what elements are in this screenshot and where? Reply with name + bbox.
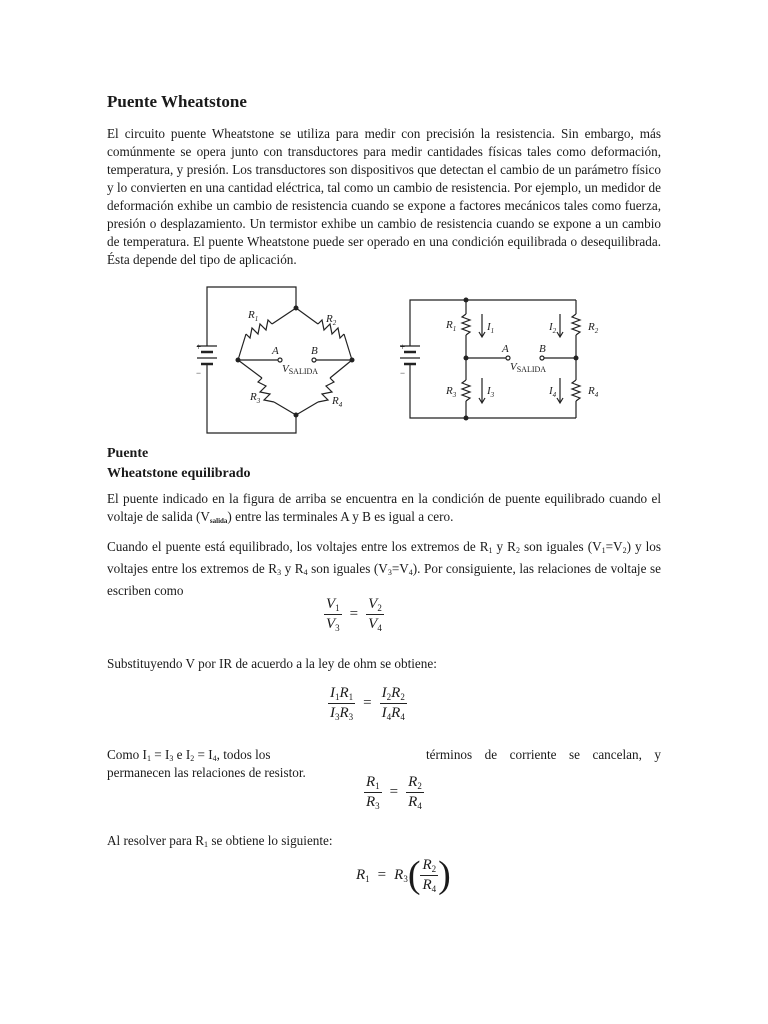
ladder-i4-label: $I_4$ <box>549 385 557 399</box>
cancel-paragraph-left: Como $I_1 = I_3$ e $I_2 = I_4$, todos los <box>107 747 271 763</box>
ladder-r3-label: $R_3$ <box>446 385 457 399</box>
r1-solution-equation: $R_1 = R_3$( $\frac{R_2}{R_4}$ ) <box>356 854 451 896</box>
ladder-bridge-diagram <box>400 300 580 418</box>
r3-label: $R_3$ <box>250 391 261 405</box>
voltage-paragraph: Cuando el puente está equilibrado, los voltajes entre los extremos de $R_1$ y $R_2$ son iguales $(V_1=V_2)$ y los voltajes entre los extremos de $R_3$ y $R_4$ son iguales $(V_3=V_4)$. Por consiguiente, las relaciones de voltaje se escriben como <box>107 539 661 598</box>
section-heading: Puente Wheatstone equilibrado <box>107 446 251 481</box>
voltage-ratio-equation: $\frac{V_1}{V_3}$ = $\frac{V_2}{V_4}$ <box>326 596 382 633</box>
r2-label: $R_2$ <box>326 313 337 327</box>
ladder-i3-label: $I_3$ <box>487 385 495 399</box>
r4-label: $R_4$ <box>332 395 343 409</box>
diamond-bridge-diagram <box>197 287 352 433</box>
terminal-a-label: A <box>272 345 279 357</box>
substitution-paragraph: Substituyendo V por IR de acuerdo a la ley de ohm se obtiene: <box>107 656 437 671</box>
battery-minus-label: − <box>196 368 202 378</box>
cancel-paragraph-right: términos de corriente se cancelan, y <box>426 747 661 762</box>
v-out-label: VSALIDA <box>282 363 319 376</box>
terminal-b-label: B <box>311 345 318 357</box>
wheatstone-circuit-diagrams <box>180 280 610 440</box>
solve-paragraph: Al resolver para $R_1$ se obtiene lo siguiente: <box>107 833 333 849</box>
battery-plus-label: + <box>196 342 202 352</box>
ladder-r2-label: $R_2$ <box>588 321 599 335</box>
page-title: Puente Wheatstone <box>107 92 247 111</box>
ladder-r1-label: $R_1$ <box>446 319 457 333</box>
current-resistance-equation: $\frac{I_1R_1}{I_3R_3}$ = $\frac{I_2R_2}{I_4R_4}$ <box>330 685 405 722</box>
ladder-terminal-a-label: A <box>502 343 509 355</box>
ladder-v-out-label: VSALIDA <box>510 361 547 374</box>
balanced-paragraph: El puente indicado en la figura de arriba se encuentra en la condición de puente equilibrado cuando el voltaje de salida (Vsalida) entre las terminales A y B es igual a cero. <box>107 491 661 525</box>
battery2-minus-label: − <box>400 368 406 378</box>
ladder-terminal-b-label: B <box>539 343 546 355</box>
ladder-bridge-labels <box>400 319 599 399</box>
resistor-ratio-equation: $\frac{R_1}{R_3}$ = $\frac{R_2}{R_4}$ <box>366 774 422 811</box>
cancel-paragraph-line2: permanecen las relaciones de resistor. <box>107 765 306 780</box>
intro-paragraph: El circuito puente Wheatstone se utiliza para medir con precisión la resistencia. Sin embargo, más comúnmente se opera junto con transductores para medir cantidades físicas tales como deformación, temperatura, y presión. Los transductores son dispositivos que detectan el cambio de un parámetro físico y lo convierten en una cantidad eléctrica, tal como un cambio de resistencia. Por ejemplo, un medidor de deformación exhibe un cambio de resistencia cuando se expone a factores mecánicos tales como fuerza, presión o desplazamiento. Un termistor exhibe un cambio de resistencia cuando se expone a un cambio de temperatura. El puente Wheatstone puede ser operado en una condición equilibrada o desequilibrada. Ésta depende del tipo de aplicación. <box>107 126 661 267</box>
ladder-r4-label: $R_4$ <box>588 385 599 399</box>
ladder-i2-label: $I_2$ <box>549 321 557 335</box>
battery2-plus-label: + <box>400 342 406 352</box>
ladder-i1-label: $I_1$ <box>487 321 495 335</box>
r1-label: $R_1$ <box>248 309 259 323</box>
